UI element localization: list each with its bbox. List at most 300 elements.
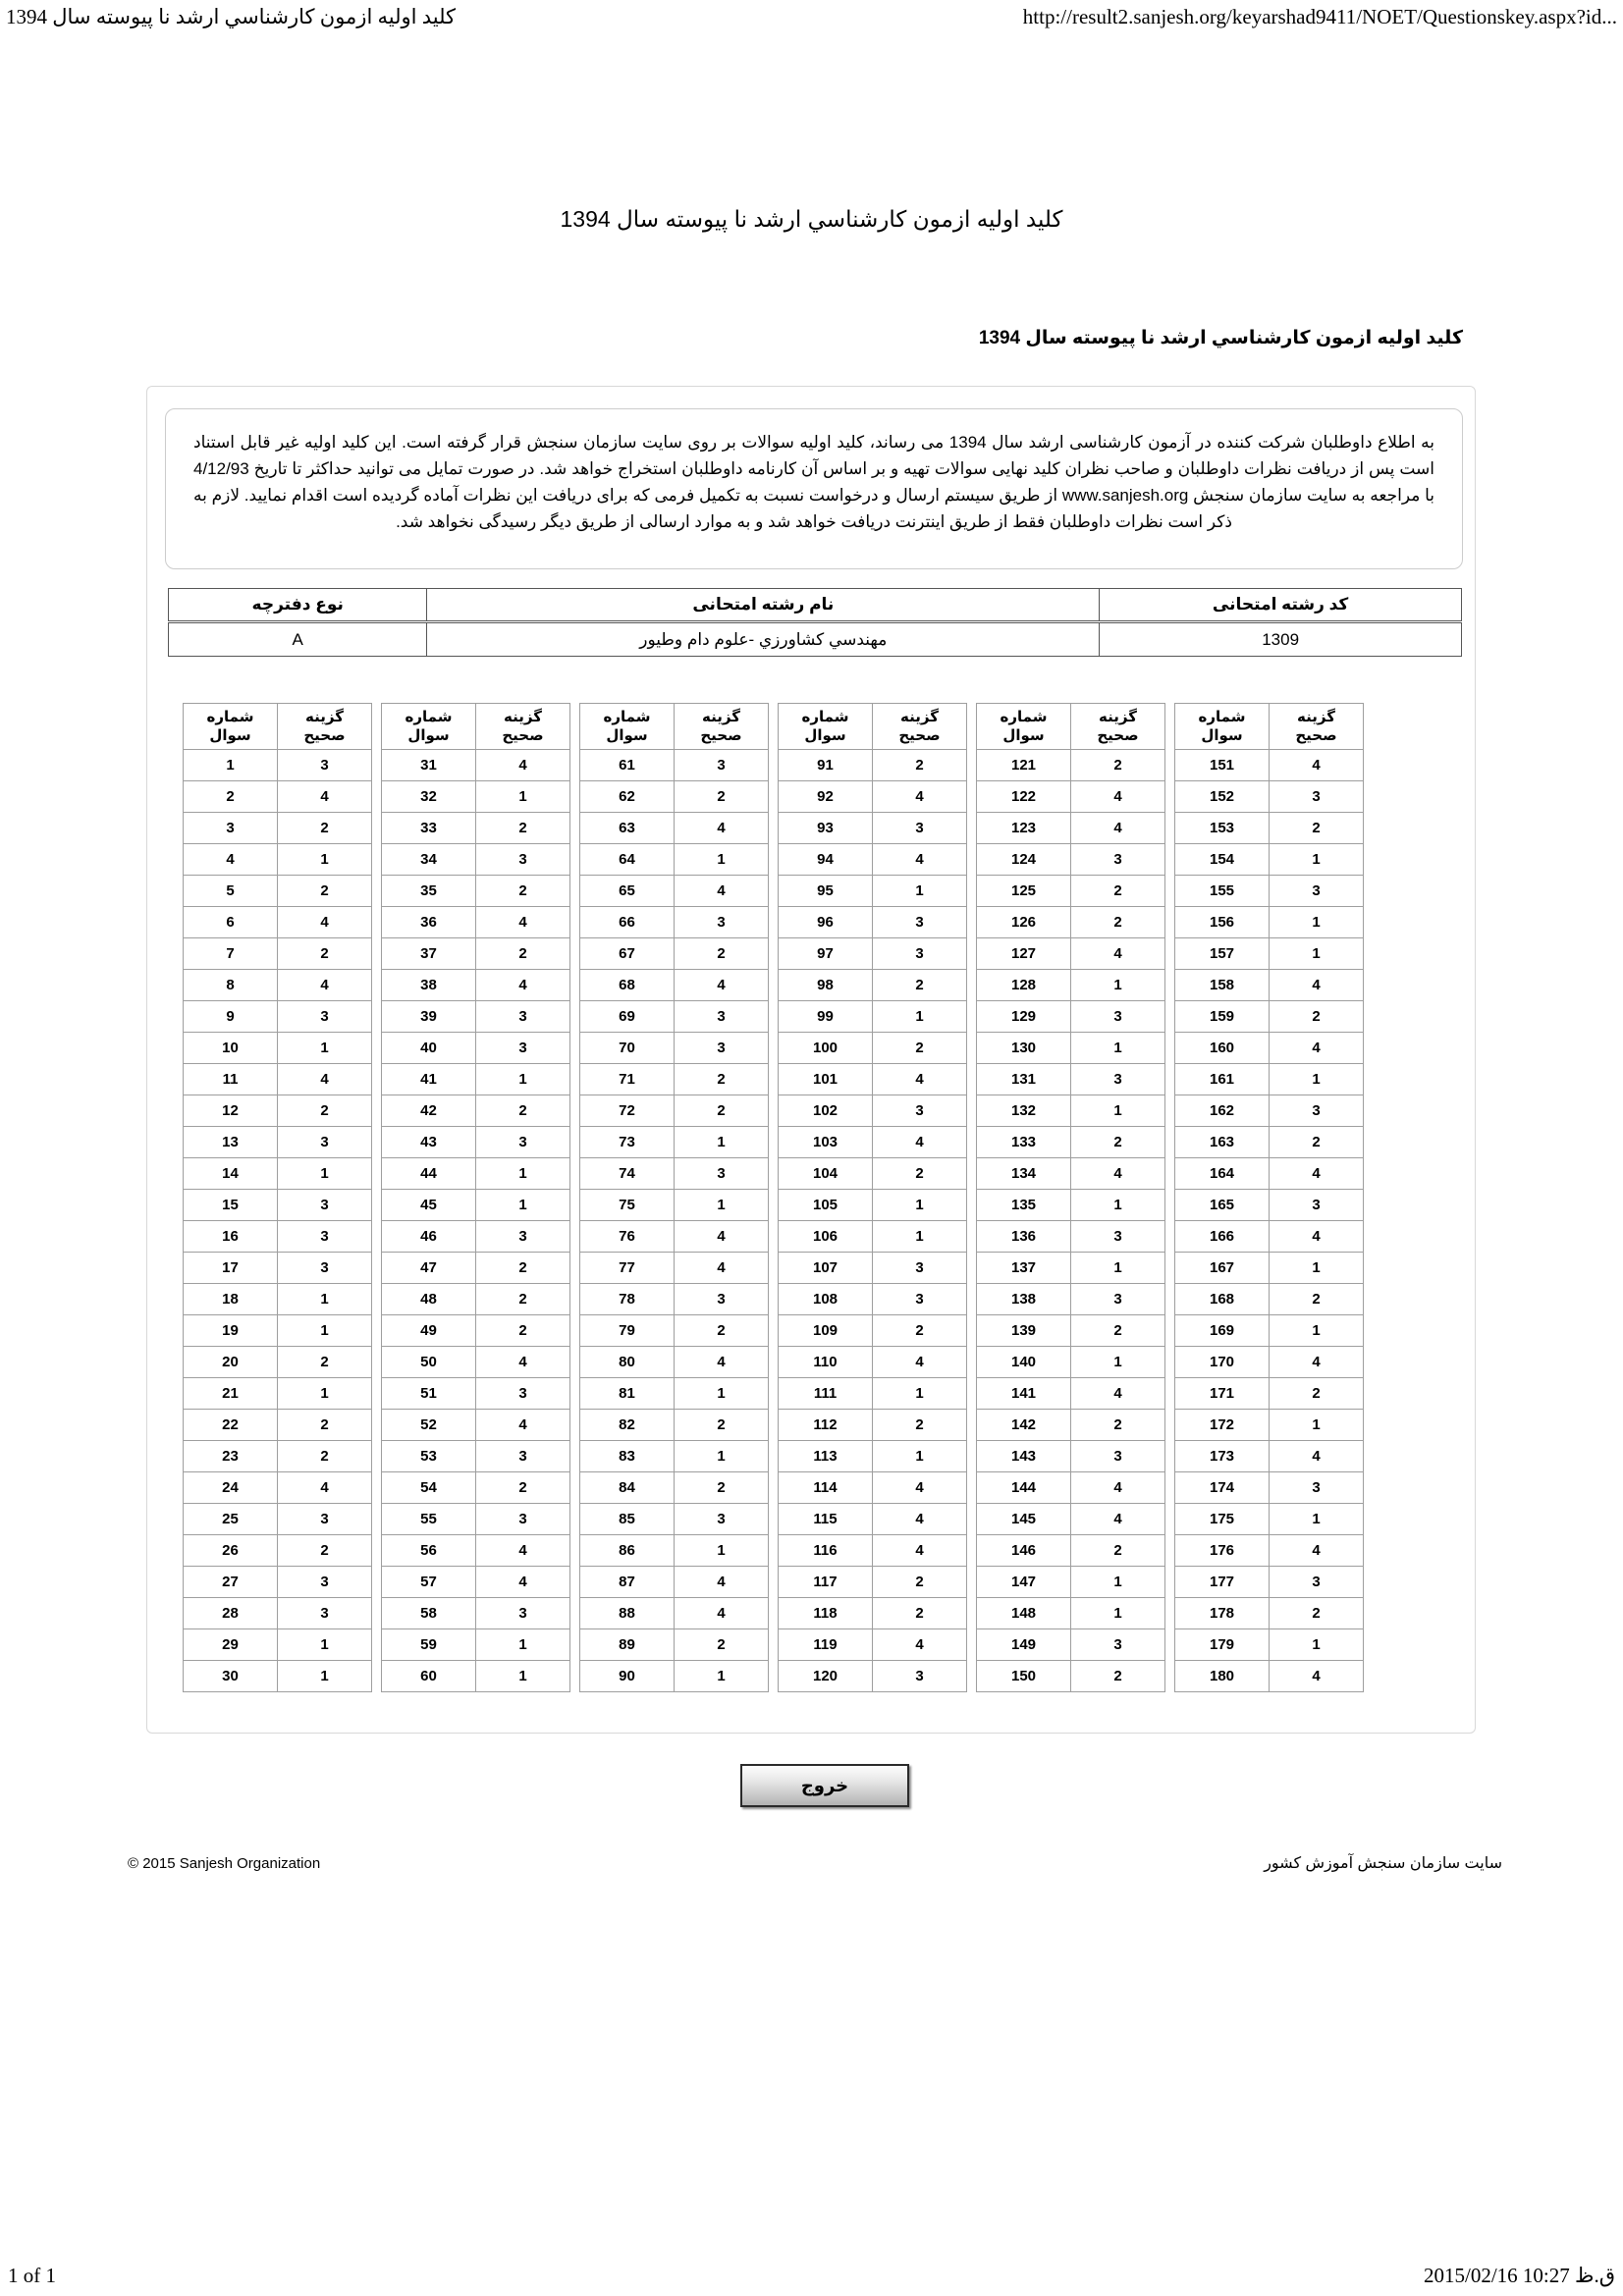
correct-option: 3	[476, 1001, 570, 1033]
answer-row	[779, 876, 967, 907]
correct-option: 1	[1270, 1410, 1364, 1441]
question-number: 137	[977, 1253, 1071, 1284]
answer-row	[382, 844, 570, 876]
correct-option: 1	[675, 1661, 769, 1692]
answer-row	[580, 1190, 769, 1221]
answer-row	[382, 781, 570, 813]
answer-row	[382, 1127, 570, 1158]
correct-option: 2	[1071, 1410, 1165, 1441]
correct-option: 4	[476, 1535, 570, 1567]
answer-row	[580, 876, 769, 907]
correct-option: 3	[476, 1033, 570, 1064]
question-number: 154	[1175, 844, 1270, 876]
correct-option: 1	[1270, 938, 1364, 970]
question-number: 99	[779, 1001, 873, 1033]
correct-option: 1	[476, 1190, 570, 1221]
correct-option: 2	[675, 1315, 769, 1347]
answer-row	[184, 1661, 372, 1692]
answer-row	[580, 1661, 769, 1692]
correct-option: 2	[675, 1629, 769, 1661]
correct-option: 2	[278, 876, 372, 907]
exit-button[interactable]: خروج	[740, 1764, 909, 1807]
answer-row	[779, 1158, 967, 1190]
correct-option: 4	[1270, 1033, 1364, 1064]
correct-option: 2	[278, 938, 372, 970]
correct-option: 4	[1071, 938, 1165, 970]
question-number: 135	[977, 1190, 1071, 1221]
answer-row	[779, 1504, 967, 1535]
correct-option: 2	[675, 938, 769, 970]
question-number: 124	[977, 844, 1071, 876]
question-number: 15	[184, 1190, 278, 1221]
correct-option: 2	[476, 938, 570, 970]
answer-row	[1175, 844, 1364, 876]
question-number: 45	[382, 1190, 476, 1221]
correct-option: 1	[278, 1378, 372, 1410]
correct-option: 4	[1071, 1504, 1165, 1535]
question-number: 56	[382, 1535, 476, 1567]
answer-row	[382, 1001, 570, 1033]
question-number: 69	[580, 1001, 675, 1033]
question-number: 78	[580, 1284, 675, 1315]
answer-row	[1175, 1535, 1364, 1567]
question-number: 21	[184, 1378, 278, 1410]
question-number: 82	[580, 1410, 675, 1441]
correct-option: 1	[675, 1535, 769, 1567]
answer-row	[977, 1598, 1165, 1629]
question-number: 20	[184, 1347, 278, 1378]
question-number: 148	[977, 1598, 1071, 1629]
correct-option: 4	[1270, 1221, 1364, 1253]
question-number: 44	[382, 1158, 476, 1190]
correct-option: 2	[873, 1033, 967, 1064]
answer-row	[184, 1095, 372, 1127]
correct-option: 3	[278, 1253, 372, 1284]
question-number: 95	[779, 876, 873, 907]
correct-option: 4	[1071, 1378, 1165, 1410]
correct-option: 2	[873, 970, 967, 1001]
question-number: 144	[977, 1472, 1071, 1504]
question-number: 39	[382, 1001, 476, 1033]
question-number: 17	[184, 1253, 278, 1284]
correct-option: 1	[278, 1315, 372, 1347]
question-number: 176	[1175, 1535, 1270, 1567]
question-number: 30	[184, 1661, 278, 1692]
answer-row	[779, 1127, 967, 1158]
answer-row	[382, 813, 570, 844]
correct-option: 3	[476, 1221, 570, 1253]
correct-option: 4	[476, 970, 570, 1001]
answer-row	[779, 1598, 967, 1629]
question-number: 26	[184, 1535, 278, 1567]
correct-option: 3	[675, 907, 769, 938]
correct-option: 4	[476, 1347, 570, 1378]
correct-option: 2	[675, 1095, 769, 1127]
answer-row	[184, 750, 372, 781]
question-number: 139	[977, 1315, 1071, 1347]
answer-row	[977, 1567, 1165, 1598]
question-number: 179	[1175, 1629, 1270, 1661]
question-number: 46	[382, 1221, 476, 1253]
question-number: 161	[1175, 1064, 1270, 1095]
question-number: 9	[184, 1001, 278, 1033]
correct-option: 3	[278, 1190, 372, 1221]
answer-row	[977, 844, 1165, 876]
question-number: 145	[977, 1504, 1071, 1535]
correct-option: 4	[873, 1127, 967, 1158]
answer-row	[977, 1033, 1165, 1064]
answer-row	[779, 907, 967, 938]
correct-option: 3	[1071, 1441, 1165, 1472]
question-number: 76	[580, 1221, 675, 1253]
correct-option: 4	[1270, 1661, 1364, 1692]
exam-booklet-header: نوع دفترچه	[169, 589, 427, 622]
answer-key-header-row	[779, 704, 967, 750]
answer-row	[1175, 1661, 1364, 1692]
answer-row	[580, 1504, 769, 1535]
question-number: 103	[779, 1127, 873, 1158]
answer-row	[184, 907, 372, 938]
question-number: 28	[184, 1598, 278, 1629]
question-number: 13	[184, 1127, 278, 1158]
question-number: 71	[580, 1064, 675, 1095]
answer-row	[382, 750, 570, 781]
correct-option: 2	[476, 1253, 570, 1284]
answer-row	[977, 970, 1165, 1001]
answer-row	[977, 1535, 1165, 1567]
answer-row	[977, 1190, 1165, 1221]
answer-row	[779, 1033, 967, 1064]
answer-row	[382, 1410, 570, 1441]
answer-row	[779, 1315, 967, 1347]
answer-row	[580, 1064, 769, 1095]
question-number: 89	[580, 1629, 675, 1661]
answer-row	[977, 1504, 1165, 1535]
correct-option: 3	[675, 1284, 769, 1315]
answer-key-header-row	[1175, 704, 1364, 750]
question-number: 41	[382, 1064, 476, 1095]
question-number: 94	[779, 844, 873, 876]
answer-row	[580, 1410, 769, 1441]
answer-row	[779, 970, 967, 1001]
page-subtitle: کلید اولیه ازمون کارشناسي ارشد نا پیوسته سال 1394	[978, 328, 1463, 348]
question-number-header: شماره سوال	[977, 704, 1071, 750]
correct-option: 4	[1270, 1158, 1364, 1190]
correct-option: 2	[1071, 1315, 1165, 1347]
question-number: 160	[1175, 1033, 1270, 1064]
question-number: 57	[382, 1567, 476, 1598]
answer-row	[779, 1221, 967, 1253]
correct-option: 1	[1270, 1315, 1364, 1347]
question-number: 125	[977, 876, 1071, 907]
question-number: 84	[580, 1472, 675, 1504]
answer-row	[779, 1253, 967, 1284]
exam-code-header: کد رشته امتحانی	[1100, 589, 1462, 622]
question-number: 172	[1175, 1410, 1270, 1441]
correct-option: 4	[873, 844, 967, 876]
answer-row	[184, 1315, 372, 1347]
correct-option: 2	[873, 1315, 967, 1347]
correct-option: 2	[278, 813, 372, 844]
answer-row	[580, 750, 769, 781]
answer-row	[184, 1504, 372, 1535]
question-number-header: شماره سوال	[580, 704, 675, 750]
question-number: 66	[580, 907, 675, 938]
question-number: 157	[1175, 938, 1270, 970]
answer-key-table	[976, 703, 1165, 1692]
correct-option: 3	[1071, 1629, 1165, 1661]
correct-option: 1	[1071, 1347, 1165, 1378]
correct-option: 3	[675, 1001, 769, 1033]
answer-row	[580, 1253, 769, 1284]
correct-option: 1	[1071, 1095, 1165, 1127]
answer-key-table	[381, 703, 570, 1692]
correct-option: 1	[873, 876, 967, 907]
answer-row	[977, 1001, 1165, 1033]
question-number-header: شماره سوال	[779, 704, 873, 750]
question-number: 5	[184, 876, 278, 907]
answer-row	[779, 844, 967, 876]
question-number: 80	[580, 1347, 675, 1378]
correct-option: 3	[476, 1378, 570, 1410]
question-number: 65	[580, 876, 675, 907]
question-number: 72	[580, 1095, 675, 1127]
answer-tables	[183, 703, 1364, 1692]
question-number: 174	[1175, 1472, 1270, 1504]
correct-option: 4	[278, 1472, 372, 1504]
question-number: 115	[779, 1504, 873, 1535]
correct-option: 3	[675, 1158, 769, 1190]
site-footer	[128, 1853, 1502, 1873]
answer-row	[1175, 1441, 1364, 1472]
answer-row	[779, 938, 967, 970]
correct-option: 2	[1270, 1378, 1364, 1410]
answer-row	[1175, 1190, 1364, 1221]
answer-row	[1175, 1033, 1364, 1064]
answer-row	[1175, 970, 1364, 1001]
correct-option: 1	[1270, 1629, 1364, 1661]
answer-row	[779, 1284, 967, 1315]
answer-row	[580, 1629, 769, 1661]
correct-option: 2	[1071, 876, 1165, 907]
answer-row	[184, 1127, 372, 1158]
correct-option: 1	[873, 1441, 967, 1472]
question-number: 171	[1175, 1378, 1270, 1410]
answer-row	[1175, 1127, 1364, 1158]
print-footer	[8, 2264, 1615, 2288]
answer-row	[1175, 1567, 1364, 1598]
answer-row	[382, 1064, 570, 1095]
correct-option: 3	[1071, 1064, 1165, 1095]
correct-option: 1	[278, 1033, 372, 1064]
print-header	[6, 5, 1617, 29]
correct-option: 3	[873, 907, 967, 938]
correct-option: 4	[476, 1567, 570, 1598]
answer-row	[382, 1095, 570, 1127]
correct-option: 1	[1071, 970, 1165, 1001]
question-number: 150	[977, 1661, 1071, 1692]
question-number: 59	[382, 1629, 476, 1661]
correct-option: 4	[873, 1629, 967, 1661]
question-number: 60	[382, 1661, 476, 1692]
correct-option: 3	[675, 1504, 769, 1535]
correct-option: 4	[675, 876, 769, 907]
answer-row	[977, 1410, 1165, 1441]
question-number: 16	[184, 1221, 278, 1253]
correct-option: 4	[278, 907, 372, 938]
question-number: 49	[382, 1315, 476, 1347]
answer-row	[382, 1033, 570, 1064]
question-number: 147	[977, 1567, 1071, 1598]
question-number: 109	[779, 1315, 873, 1347]
question-number: 14	[184, 1158, 278, 1190]
correct-option: 2	[476, 1472, 570, 1504]
answer-row	[977, 1284, 1165, 1315]
correct-option: 2	[675, 1410, 769, 1441]
correct-option: 2	[873, 1567, 967, 1598]
answer-row	[580, 1033, 769, 1064]
question-number: 8	[184, 970, 278, 1001]
question-number: 58	[382, 1598, 476, 1629]
question-number: 114	[779, 1472, 873, 1504]
question-number: 180	[1175, 1661, 1270, 1692]
question-number: 162	[1175, 1095, 1270, 1127]
correct-option: 4	[1270, 1535, 1364, 1567]
answer-row	[1175, 1095, 1364, 1127]
question-number: 27	[184, 1567, 278, 1598]
answer-row	[1175, 1410, 1364, 1441]
correct-option: 4	[873, 1347, 967, 1378]
answer-row	[977, 938, 1165, 970]
question-number: 55	[382, 1504, 476, 1535]
question-number: 121	[977, 750, 1071, 781]
correct-option: 4	[675, 1221, 769, 1253]
question-number: 130	[977, 1033, 1071, 1064]
correct-option: 2	[278, 1535, 372, 1567]
answer-row	[977, 1441, 1165, 1472]
question-number: 33	[382, 813, 476, 844]
correct-option: 1	[873, 1190, 967, 1221]
answer-row	[1175, 1158, 1364, 1190]
correct-option: 3	[1270, 1190, 1364, 1221]
question-number: 169	[1175, 1315, 1270, 1347]
answer-row	[1175, 1472, 1364, 1504]
correct-option: 3	[476, 1441, 570, 1472]
correct-option: 1	[1071, 1567, 1165, 1598]
answer-row	[184, 1629, 372, 1661]
correct-option: 1	[675, 1441, 769, 1472]
question-number: 11	[184, 1064, 278, 1095]
correct-option: 4	[1071, 781, 1165, 813]
answer-row	[580, 1095, 769, 1127]
answer-row	[779, 1661, 967, 1692]
correct-option: 4	[873, 1535, 967, 1567]
correct-option: 2	[278, 1410, 372, 1441]
correct-option: 2	[1071, 1535, 1165, 1567]
answer-row	[382, 1535, 570, 1567]
correct-option: 1	[278, 1629, 372, 1661]
question-number: 36	[382, 907, 476, 938]
answer-row	[1175, 1378, 1364, 1410]
question-number: 166	[1175, 1221, 1270, 1253]
question-number: 110	[779, 1347, 873, 1378]
correct-option: 1	[675, 844, 769, 876]
answer-row	[779, 1378, 967, 1410]
answer-row	[382, 1504, 570, 1535]
question-number: 143	[977, 1441, 1071, 1472]
answer-row	[580, 844, 769, 876]
question-number: 32	[382, 781, 476, 813]
correct-option: 4	[1270, 1347, 1364, 1378]
answer-row	[977, 1095, 1165, 1127]
answer-row	[382, 1190, 570, 1221]
question-number: 138	[977, 1284, 1071, 1315]
correct-option: 3	[278, 1598, 372, 1629]
correct-option: 2	[873, 1410, 967, 1441]
correct-option: 1	[1071, 1598, 1165, 1629]
question-number: 131	[977, 1064, 1071, 1095]
question-number: 73	[580, 1127, 675, 1158]
question-number: 22	[184, 1410, 278, 1441]
correct-option: 3	[278, 1001, 372, 1033]
question-number: 77	[580, 1253, 675, 1284]
correct-option: 4	[1270, 970, 1364, 1001]
question-number: 98	[779, 970, 873, 1001]
answer-row	[580, 1284, 769, 1315]
question-number: 127	[977, 938, 1071, 970]
question-number: 128	[977, 970, 1071, 1001]
question-number: 83	[580, 1441, 675, 1472]
answer-row	[580, 907, 769, 938]
question-number: 1	[184, 750, 278, 781]
answer-row	[184, 1221, 372, 1253]
answer-row	[1175, 1598, 1364, 1629]
question-number: 146	[977, 1535, 1071, 1567]
answer-row	[382, 876, 570, 907]
correct-option: 2	[675, 1472, 769, 1504]
exam-name-header: نام رشته امتحانی	[427, 589, 1100, 622]
question-number: 159	[1175, 1001, 1270, 1033]
question-number-header: شماره سوال	[184, 704, 278, 750]
notice-text: به اطلاع داوطلبان شرکت کننده در آزمون کارشناسی ارشد سال 1394 می رساند، کلید اولیه سوالات بر روی سایت سازمان سنجش قرار گرفته است. این کلید اولیه غیر قابل استناد است پس از دریافت نظرات داوطلبان و صاحب نظران کلید نهایی سوالات تهیه و بر اساس آن کارنامه داوطلبان استخراج خواهد شد. در صورت تمایل می توانید حداکثر تا تاریخ 4/12/93 با مراجعه به سایت سازمان سنجش www.sanjesh.org از طریق سیستم ارسال و درخواست نسبت به تکمیل فرمی که برای دریافت این نظرات آماده گردیده است اقدام نمایید. لازم به ذکر است نظرات داوطلبان فقط از طریق اینترنت دریافت خواهد شد و به موارد ارسالی از طریق دیگر رسیدگی نخواهد شد.	[193, 433, 1435, 531]
question-number: 177	[1175, 1567, 1270, 1598]
answer-row	[779, 1095, 967, 1127]
answer-row	[184, 970, 372, 1001]
question-number: 170	[1175, 1347, 1270, 1378]
question-number: 97	[779, 938, 873, 970]
question-number: 173	[1175, 1441, 1270, 1472]
answer-row	[1175, 1064, 1364, 1095]
correct-option: 1	[278, 1158, 372, 1190]
question-number: 52	[382, 1410, 476, 1441]
correct-option: 1	[476, 1158, 570, 1190]
question-number: 93	[779, 813, 873, 844]
question-number: 43	[382, 1127, 476, 1158]
answer-row	[1175, 1284, 1364, 1315]
question-number: 25	[184, 1504, 278, 1535]
correct-option: 2	[873, 1158, 967, 1190]
answer-row	[977, 1472, 1165, 1504]
correct-option: 4	[476, 750, 570, 781]
answer-row	[184, 813, 372, 844]
answer-row	[382, 1221, 570, 1253]
correct-option: 2	[1071, 1127, 1165, 1158]
site-name-text: سایت سازمان سنجش آموزش کشور	[1264, 1855, 1502, 1872]
answer-row	[779, 813, 967, 844]
correct-option: 1	[1071, 1253, 1165, 1284]
correct-option: 3	[278, 1127, 372, 1158]
correct-option: 3	[873, 938, 967, 970]
